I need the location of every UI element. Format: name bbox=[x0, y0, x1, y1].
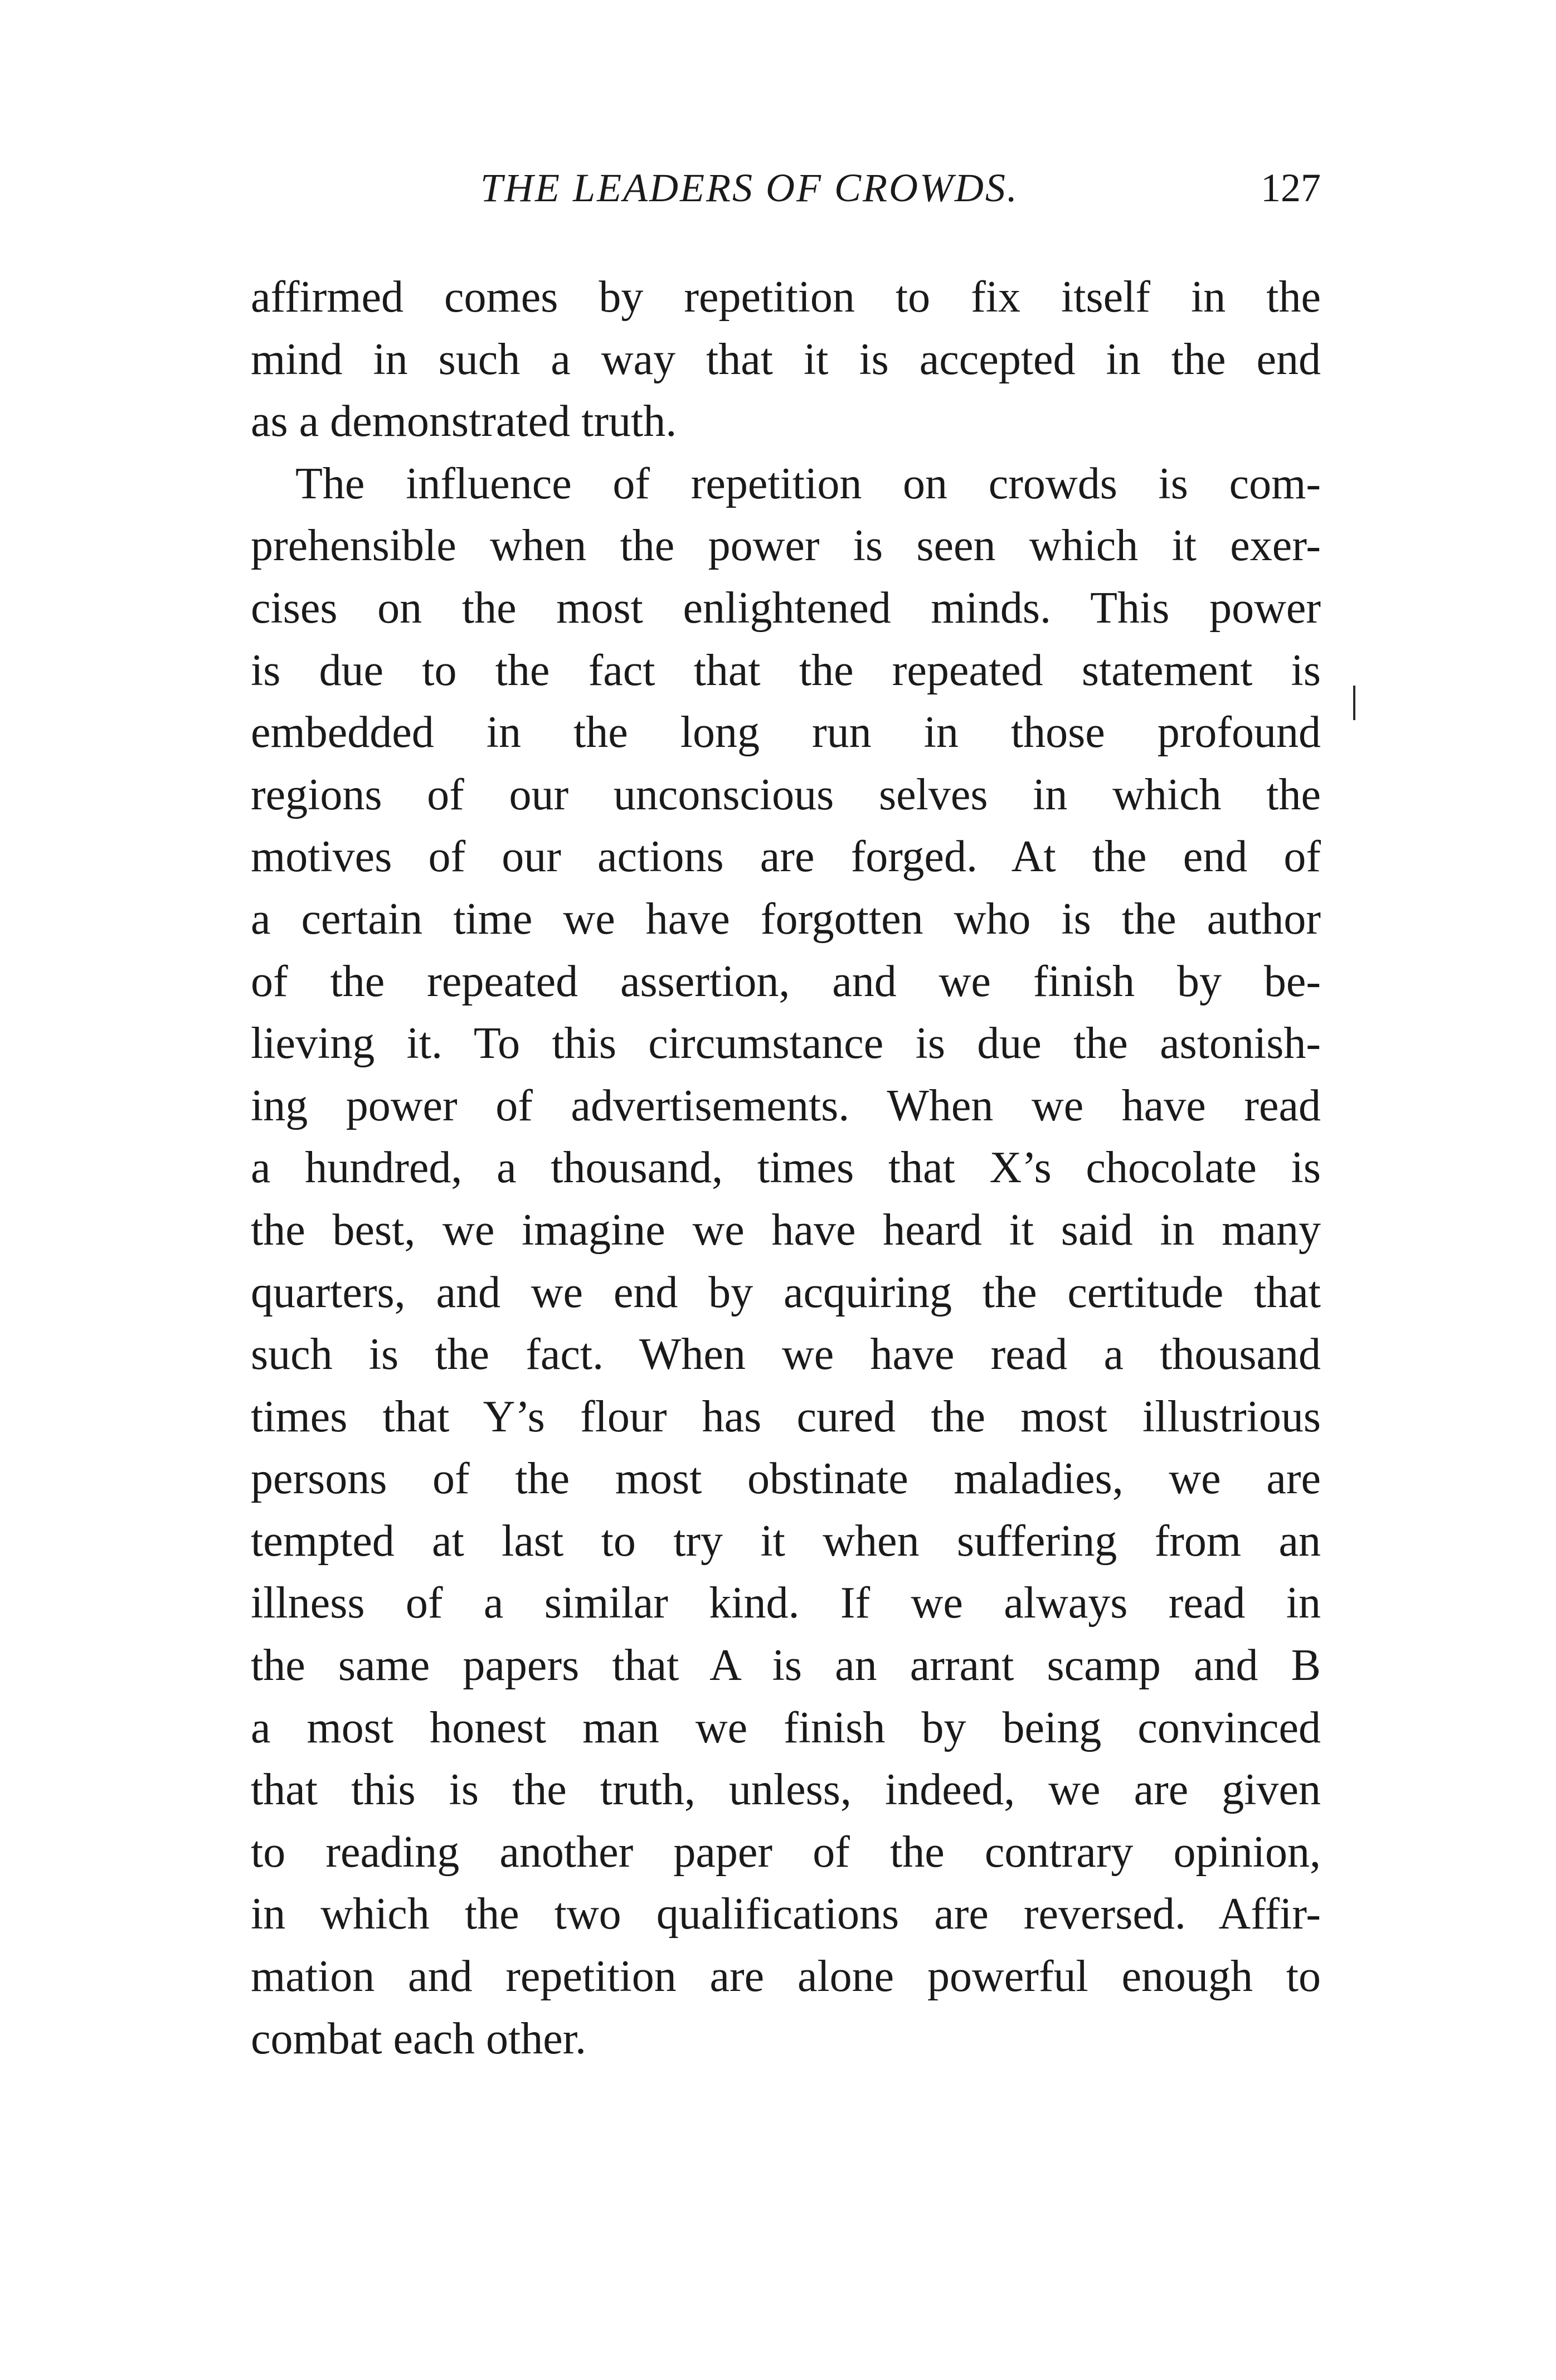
text-line: mind in such a way that it is accepted in the end bbox=[251, 334, 1321, 384]
text-line: lieving it. To this circumstance is due the astonish- bbox=[251, 1019, 1321, 1068]
text-line: ing power of advertisements. When we have read bbox=[251, 1081, 1321, 1130]
running-head bbox=[251, 163, 1321, 213]
text-line: a certain time we have forgotten who is the author bbox=[251, 894, 1321, 944]
text-line: tempted at last to try it when suffering from an bbox=[251, 1516, 1321, 1566]
text-line: the same papers that A is an arrant scamp and B bbox=[251, 1641, 1321, 1691]
paragraph-1 bbox=[251, 266, 1321, 453]
text-line: combat each other. bbox=[251, 2014, 586, 2063]
text-line: that this is the truth, unless, indeed, we are given bbox=[251, 1765, 1321, 1815]
text-line: regions of our unconscious selves in which the bbox=[251, 770, 1321, 819]
text-line: in which the two qualifications are reversed. Affir- bbox=[251, 1890, 1321, 1939]
text-line: motives of our actions are forged. At the end of bbox=[251, 832, 1321, 882]
text-line: as a demonstrated truth. bbox=[251, 397, 677, 446]
text-line: affirmed comes by repetition to fix itself in the bbox=[251, 273, 1321, 322]
text-line: times that Y’s flour has cured the most illustrious bbox=[251, 1392, 1321, 1441]
text-line: cises on the most enlightened minds. This power bbox=[251, 583, 1321, 633]
text-line: quarters, and we end by acquiring the certitude that bbox=[251, 1267, 1321, 1317]
text-line: is due to the fact that the repeated statement is bbox=[251, 645, 1321, 695]
margin-mark bbox=[1353, 686, 1355, 720]
text-line: a hundred, a thousand, times that X’s chocolate is bbox=[251, 1143, 1321, 1193]
text-line: of the repeated assertion, and we finish by be- bbox=[251, 956, 1321, 1006]
text-line: prehensible when the power is seen which it exer- bbox=[251, 521, 1321, 571]
text-line: The influence of repetition on crowds is com- bbox=[295, 459, 1321, 508]
text-line: mation and repetition are alone powerful enough to bbox=[251, 1952, 1321, 2002]
text-line: illness of a similar kind. If we always read in bbox=[251, 1578, 1321, 1628]
page-number: 127 bbox=[1261, 166, 1321, 210]
text-line: embedded in the long run in those profound bbox=[251, 708, 1321, 757]
body-text bbox=[251, 266, 1321, 2070]
text-line: such is the fact. When we have read a thousand bbox=[251, 1330, 1321, 1380]
paragraph-2 bbox=[251, 453, 1321, 2070]
text-line: a most honest man we finish by being convinced bbox=[251, 1703, 1321, 1752]
running-title: THE LEADERS OF CROWDS. bbox=[480, 166, 1019, 210]
text-line: to reading another paper of the contrary opinion, bbox=[251, 1827, 1321, 1877]
text-line: persons of the most obstinate maladies, we are bbox=[251, 1454, 1321, 1504]
text-line: the best, we imagine we have heard it said in many bbox=[251, 1205, 1321, 1255]
